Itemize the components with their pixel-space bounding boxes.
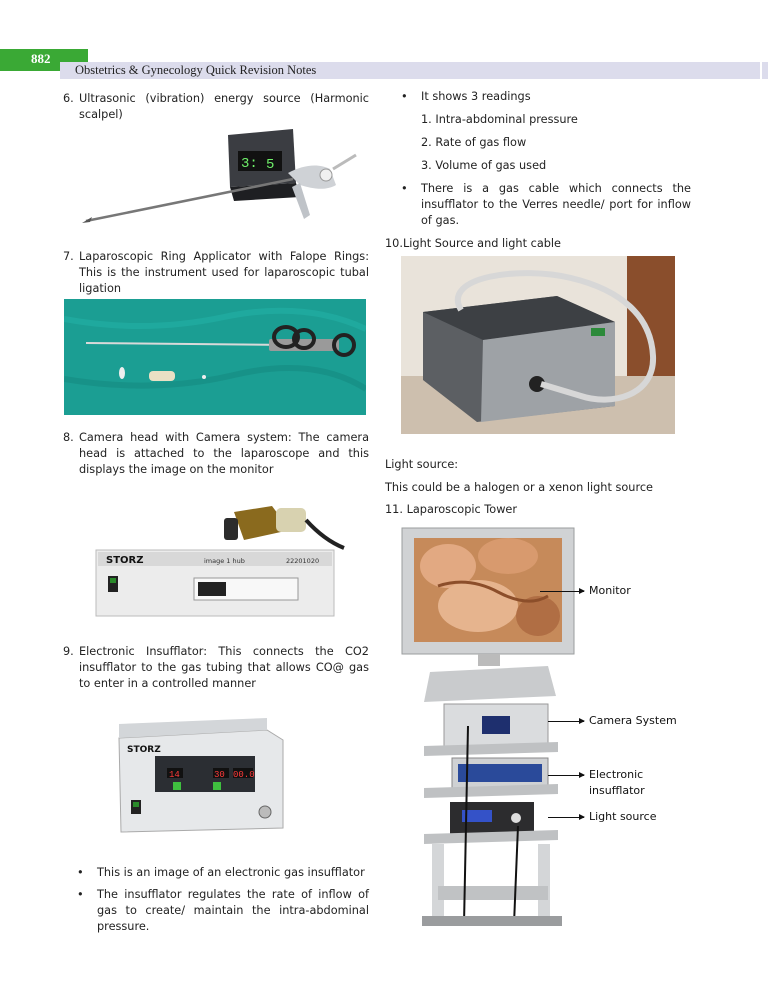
bullet-insufflator-image: • This is an image of an electronic gas insufflator: [77, 865, 369, 881]
insufflator-arrow: [548, 775, 584, 776]
item-7-text: Laparoscopic Ring Applicator with Falope Rings: This is the instrument used for laparoscopic tubal ligation: [79, 250, 369, 295]
harmonic-display-1: 3:: [241, 156, 258, 172]
insufflator-reading-1: 14: [169, 770, 180, 780]
item-7: [63, 249, 369, 297]
item-11-text: Laparoscopic Tower: [406, 503, 518, 516]
item-10: [385, 236, 685, 252]
camera-system-photo: [94, 500, 348, 618]
light-source-text: This could be a halogen or a xenon light source: [385, 481, 654, 494]
bullet-insufflator-regulates-text: The insufflator regulates the rate of inflow of gas to create/ maintain the intra-abdominal pressure.: [97, 888, 369, 933]
camera-arrow: [548, 721, 584, 722]
label-light-source: Light source: [589, 810, 657, 823]
label-camera-system: Camera System: [589, 714, 677, 727]
insufflator-photo: [117, 716, 285, 834]
item-9-number: 9.: [63, 645, 74, 658]
label-monitor: Monitor: [589, 584, 631, 597]
monitor-arrow: [540, 591, 584, 592]
item-10-number: 10.: [385, 237, 403, 250]
harmonic-display-2: 5: [266, 157, 275, 173]
item-8-text: Camera head with Camera system: The camera head is attached to the laparoscope and this displays the image on the monitor: [79, 431, 369, 476]
item-6-text: Ultrasonic (vibration) energy source (Harmonic scalpel): [79, 92, 369, 121]
item-9: [63, 644, 369, 692]
laparoscopic-tower-photo: [398, 526, 578, 926]
header-edge: [762, 62, 768, 79]
item-11: [385, 502, 685, 518]
bullet-readings-text: It shows 3 readings: [421, 90, 531, 103]
light-arrow: [548, 817, 584, 818]
harmonic-scalpel-photo: [78, 125, 360, 227]
bullet-insufflator-image-text: This is an image of an electronic gas insufflator: [97, 866, 365, 879]
item-11-number: 11.: [385, 503, 403, 516]
insufflator-reading-3: 00.0: [233, 770, 255, 780]
insufflator-brand: STORZ: [127, 745, 161, 755]
item-6: [63, 91, 369, 123]
reading-3: 3. Volume of gas used: [421, 159, 547, 172]
light-source-heading: Light source:: [385, 458, 459, 471]
ring-applicator-photo: [64, 299, 366, 415]
bullet-gas-cable: • There is a gas cable which connects the insufflator to the Verres needle/ port for inflow of gas.: [401, 182, 691, 227]
item-8: [63, 430, 369, 478]
reading-1: 1. Intra-abdominal pressure: [421, 113, 578, 126]
page-number: 882: [0, 49, 88, 71]
item-9-text: Electronic Insufflator: This connects the CO2 insufflator to the gas tubing that allows CO@ gas to enter in a controlled manner: [79, 645, 369, 690]
item-10-text: Light Source and light cable: [402, 237, 562, 250]
camera-code: 22201020: [286, 557, 320, 565]
bullet-insufflator-regulates: • The insufflator regulates the rate of inflow of gas to create/ maintain the intra-abdominal pressure.: [77, 888, 369, 933]
item-8-number: 8.: [63, 431, 74, 444]
bullet-gas-cable-text: There is a gas cable which connects the insufflator to the Verres needle/ port for inflow of gas.: [421, 182, 691, 227]
label-insufflator-2: insufflator: [589, 784, 645, 797]
item-7-number: 7.: [63, 250, 74, 263]
bullet-readings: • It shows 3 readings: [401, 89, 691, 105]
camera-model: image 1 hub: [204, 557, 245, 565]
label-insufflator-1: Electronic: [589, 768, 644, 781]
insufflator-reading-2: 30: [214, 770, 225, 780]
light-source-photo: [401, 256, 675, 434]
item-6-number: 6.: [63, 92, 74, 105]
running-header: Obstetrics & Gynecology Quick Revision Notes: [75, 63, 317, 77]
reading-2: 2. Rate of gas flow: [421, 136, 527, 149]
camera-brand: STORZ: [106, 555, 144, 566]
